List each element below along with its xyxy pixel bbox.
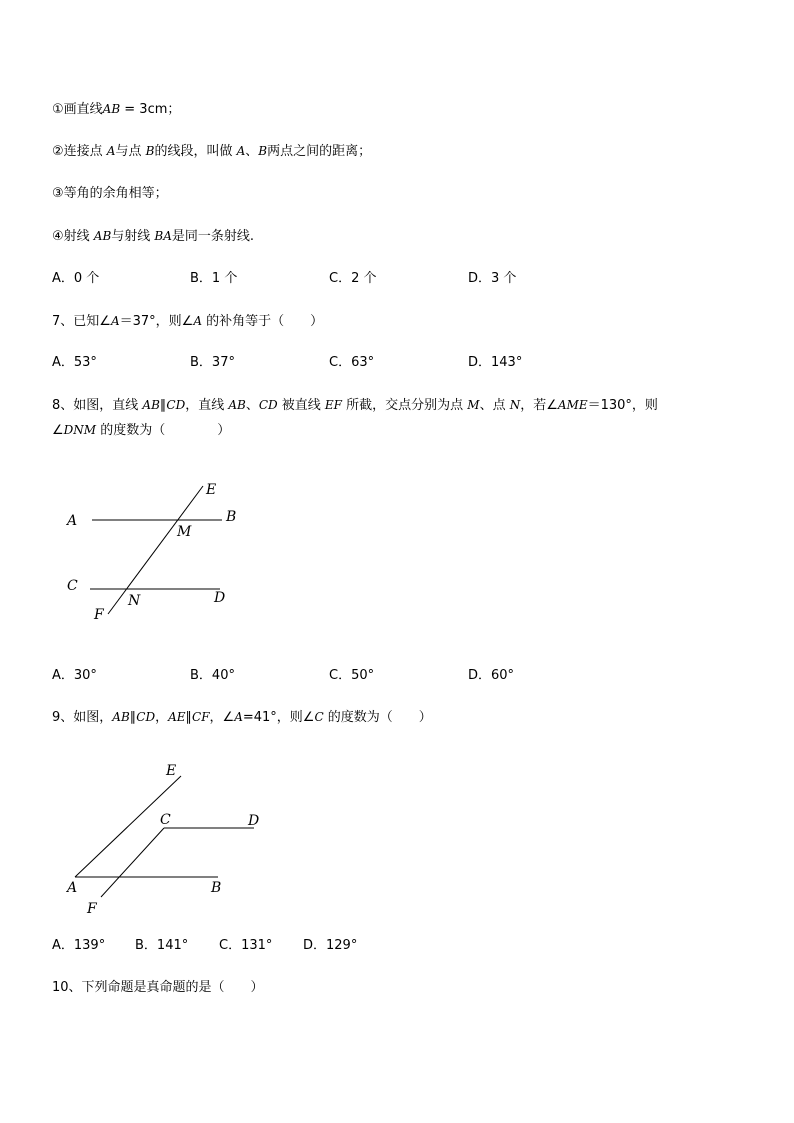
q8-label-c: C bbox=[67, 578, 78, 594]
statement-4 bbox=[52, 227, 254, 246]
q8-text-9: ∠ bbox=[52, 423, 64, 438]
q8-label-d: D bbox=[214, 590, 226, 606]
q7-text-2: ＝37°，则∠ bbox=[119, 314, 194, 329]
q9-choice-d[interactable]: D．129° bbox=[303, 938, 358, 953]
q8-text-3: 、 bbox=[245, 398, 259, 413]
q9-figure bbox=[0, 755, 280, 925]
q8-question-line-1 bbox=[52, 396, 658, 415]
q9-label-f: F bbox=[87, 901, 97, 917]
q8-choice-c[interactable]: C．50° bbox=[329, 668, 375, 683]
statement-1-suffix: = 3cm； bbox=[120, 102, 181, 117]
q9-line-cf bbox=[101, 828, 164, 897]
statement-1 bbox=[52, 100, 180, 119]
q9-text-2: ， bbox=[155, 710, 169, 725]
q8-label-a: A bbox=[67, 513, 78, 529]
statement-1-var: AB bbox=[102, 102, 121, 116]
q8-label-m: M bbox=[177, 524, 192, 540]
statement-2-var-2: B bbox=[145, 144, 155, 158]
statement-2-var-4: B bbox=[258, 144, 268, 158]
q7-question bbox=[52, 312, 323, 331]
q9-choice-b[interactable]: B．141° bbox=[135, 938, 189, 953]
q8-text-2: ，直线 bbox=[185, 398, 229, 413]
q9-text-1: 9、如图， bbox=[52, 710, 113, 725]
q8-var-ab: AB bbox=[142, 398, 160, 412]
q7-var-2: A bbox=[193, 314, 202, 328]
q6-choice-d[interactable]: D．3 个 bbox=[468, 271, 517, 286]
statement-2-text-3: 、 bbox=[245, 144, 259, 159]
q7-choice-b[interactable]: B．37° bbox=[190, 355, 235, 370]
statement-4-suffix: 是同一条射线. bbox=[171, 229, 255, 244]
q8-text-10: 的度数为（ ） bbox=[96, 423, 231, 438]
q8-var-m: M bbox=[467, 398, 480, 412]
q8-line-ef bbox=[108, 486, 203, 614]
q8-var-dnm: DNM bbox=[63, 423, 97, 437]
q9-var-a: A bbox=[234, 710, 243, 724]
q9-choice-c[interactable]: C．131° bbox=[219, 938, 273, 953]
statement-1-prefix: ①画直线 bbox=[52, 102, 103, 117]
q8-label-f: F bbox=[94, 607, 104, 623]
q8-text-7: ，若∠ bbox=[520, 398, 558, 413]
q8-parallel-sign: ∥ bbox=[159, 398, 167, 413]
statement-2-text-2: 的线段，叫做 bbox=[154, 144, 237, 159]
q9-parallel-sign-1: ∥ bbox=[129, 710, 137, 725]
statement-4-text-1: 与射线 bbox=[111, 229, 155, 244]
statement-4-prefix: ④射线 bbox=[52, 229, 94, 244]
statement-2-text-1: 与点 bbox=[115, 144, 146, 159]
q7-text-1: 7、已知∠ bbox=[52, 314, 111, 329]
statement-3: ③等角的余角相等； bbox=[52, 186, 168, 201]
q8-var-cd: CD bbox=[166, 398, 186, 412]
q8-choice-a[interactable]: A．30° bbox=[52, 668, 97, 683]
q8-choice-d[interactable]: D．60° bbox=[468, 668, 515, 683]
q6-choice-c[interactable]: C．2 个 bbox=[329, 271, 377, 286]
q8-text-6: 、点 bbox=[479, 398, 510, 413]
q7-choice-a[interactable]: A．53° bbox=[52, 355, 97, 370]
q8-text-4: 被直线 bbox=[277, 398, 325, 413]
q9-text-5: 的度数为（ ） bbox=[323, 710, 432, 725]
q8-label-n: N bbox=[128, 593, 141, 609]
q9-question bbox=[52, 708, 432, 727]
statement-2-var-1: A bbox=[106, 144, 116, 158]
q7-choice-d[interactable]: D．143° bbox=[468, 355, 523, 370]
q9-parallel-sign-2: ∥ bbox=[185, 710, 193, 725]
q8-question-line-2 bbox=[52, 421, 230, 440]
q9-var-ae: AE bbox=[168, 710, 186, 724]
q9-label-a: A bbox=[67, 880, 78, 896]
q8-var-n: N bbox=[509, 398, 521, 412]
q8-text-8: ＝130°，则 bbox=[587, 398, 658, 413]
q9-var-ab: AB bbox=[112, 710, 130, 724]
q9-label-b: B bbox=[211, 880, 222, 896]
q8-var-ame: AME bbox=[557, 398, 588, 412]
q9-text-4: =41°，则∠ bbox=[242, 710, 315, 725]
q9-label-c: C bbox=[160, 812, 171, 828]
q6-choice-a[interactable]: A．0 个 bbox=[52, 271, 100, 286]
q9-var-c: C bbox=[314, 710, 324, 724]
q8-var-cd-2: CD bbox=[258, 398, 278, 412]
statement-4-var-2: BA bbox=[154, 229, 172, 243]
q9-var-cf: CF bbox=[192, 710, 210, 724]
q8-var-ab-2: AB bbox=[228, 398, 246, 412]
q9-label-e: E bbox=[166, 763, 177, 779]
q9-var-cd: CD bbox=[136, 710, 156, 724]
statement-2-prefix: ②连接点 bbox=[52, 144, 107, 159]
q6-choice-b[interactable]: B．1 个 bbox=[190, 271, 238, 286]
q8-label-b: B bbox=[226, 509, 237, 525]
q10-question: 10、下列命题是真命题的是（ ） bbox=[52, 980, 264, 995]
q7-choice-c[interactable]: C．63° bbox=[329, 355, 375, 370]
q8-figure bbox=[0, 470, 260, 630]
q7-text-3: 的补角等于（ ） bbox=[201, 314, 324, 329]
q7-var-1: A bbox=[110, 314, 120, 328]
statement-2 bbox=[52, 142, 371, 161]
q9-text-3: ，∠ bbox=[209, 710, 235, 725]
q8-var-ef: EF bbox=[324, 398, 343, 412]
q8-text-1: 8、如图，直线 bbox=[52, 398, 143, 413]
q9-label-d: D bbox=[248, 813, 260, 829]
q9-choice-a[interactable]: A．139° bbox=[52, 938, 106, 953]
q8-text-5: 所截，交点分别为点 bbox=[342, 398, 468, 413]
statement-4-var-1: AB bbox=[93, 229, 112, 243]
statement-2-var-3: A bbox=[236, 144, 246, 158]
statement-2-suffix: 两点之间的距离； bbox=[267, 144, 372, 159]
q8-label-e: E bbox=[206, 482, 217, 498]
q8-choice-b[interactable]: B．40° bbox=[190, 668, 235, 683]
